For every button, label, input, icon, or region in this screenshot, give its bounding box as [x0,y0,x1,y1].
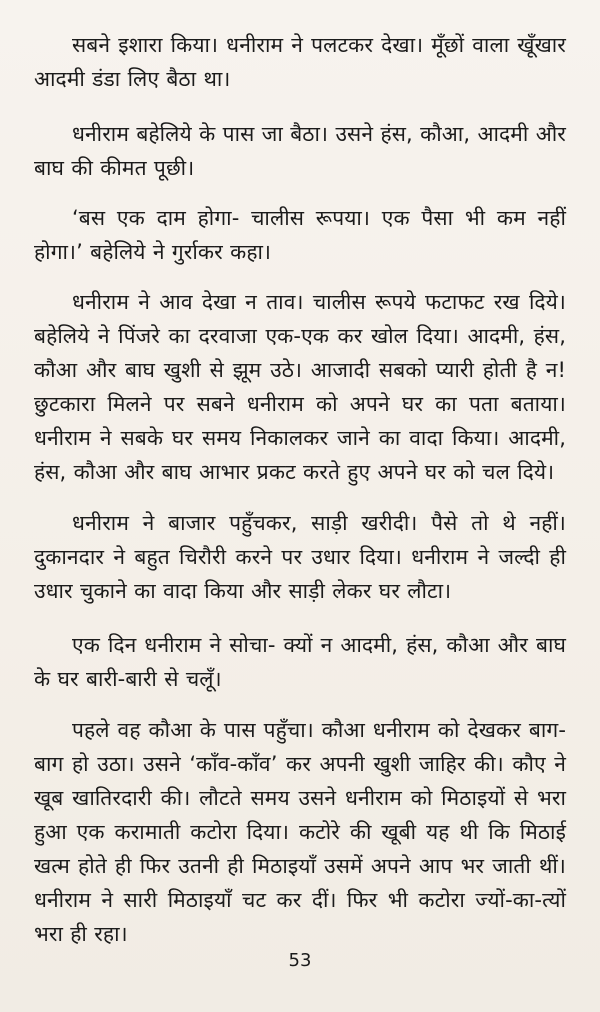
paragraph-3: ‘बस एक दाम होगा- चालीस रूपया। एक पैसा भी कम नहीं होगा।’ बहेलिये ने गुर्राकर कहा। [34,206,566,264]
paragraph-2: धनीराम बहेलिये के पास जा बैठा। उसने हंस, कौआ, आदमी और बाघ की कीमत पूछी। [34,122,566,180]
paragraph-6: एक दिन धनीराम ने सोचा- क्यों न आदमी, हंस, कौआ और बाघ के घर बारी-बारी से चलूँ। [34,633,566,691]
paragraph-5: धनीराम ने बाजार पहुँचकर, साड़ी खरीदी। पैसे तो थे नहीं। दुकानदार ने बहुत चिरौरी करने पर उधार दिया। धनीराम ने जल्दी ही उधार चुकाने का वादा किया और साड़ी लेकर घर लौटा। [34,511,566,603]
paragraph-7: पहले वह कौआ के पास पहुँचा। कौआ धनीराम को देखकर बाग-बाग हो उठा। उसने ‘काँव-काँव’ कर अपनी खुशी जाहिर की। कौए ने खूब खातिरदारी की। लौटते समय उसने धनीराम को मिठाइयों से भरा हुआ एक करामाती कटोरा दिया। कटोरे की खूबी यह थी कि मिठाई खत्म होते ही फिर उतनी ही मिठाइयाँ उसमें अपने आप भर जाती थीं। धनीराम ने सारी मिठाइयाँ चट कर दीं। फिर भी कटोरा ज्यों-का-त्यों भरा ही रहा। [34,718,566,946]
paragraph-1: सबने इशारा किया। धनीराम ने पलटकर देखा। मूँछों वाला खूँखार आदमी डंडा लिए बैठा था। [34,33,566,91]
page-number: 53 [288,950,312,971]
paragraph-4: धनीराम ने आव देखा न ताव। चालीस रूपये फटाफट रख दिये। बहेलिये ने पिंजरे का दरवाजा एक-एक कर खोल दिया। आदमी, हंस, कौआ और बाघ खुशी से झूम उठे। आजादी सबको प्यारी होती है न! छुटकारा मिलने पर सबने धनीराम को अपने घर का पता बताया। धनीराम ने सबके घर समय निकालकर जाने का वादा किया। आदमी, हंस, कौआ और बाघ आभार प्रकट करते हुए अपने घर को चल दिये। [34,290,566,484]
